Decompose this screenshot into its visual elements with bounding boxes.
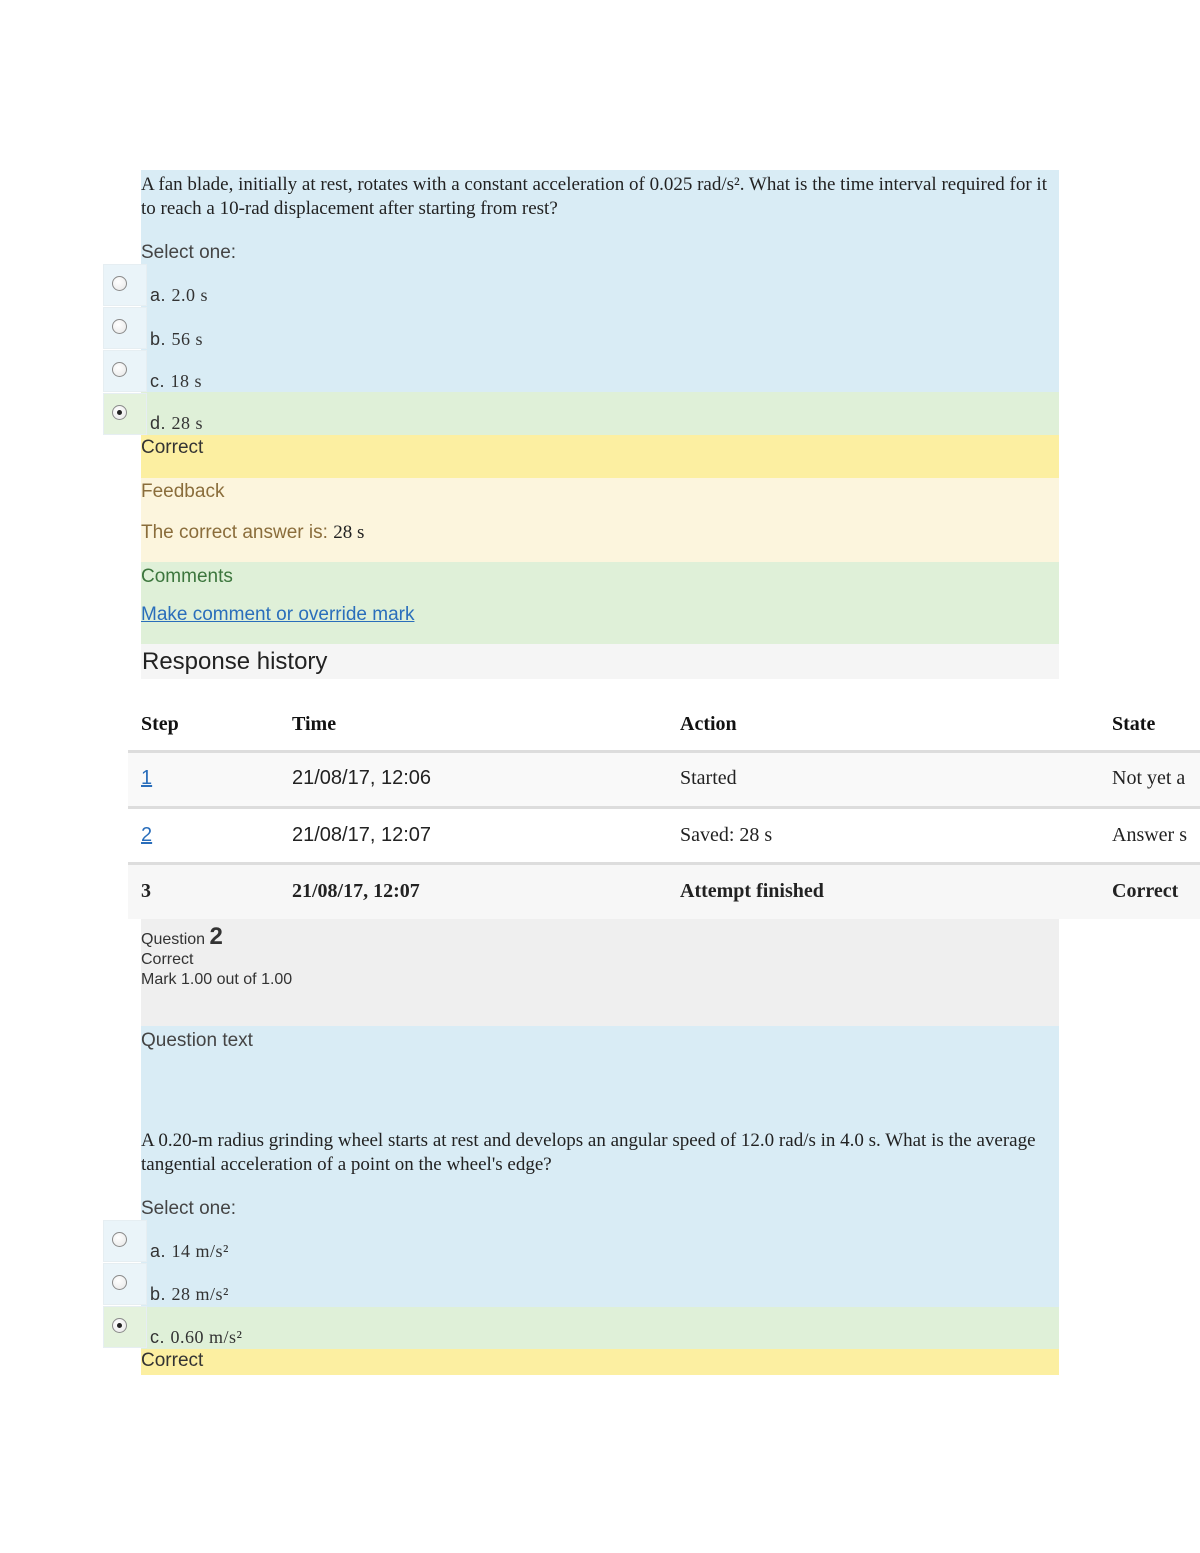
- option-letter: a.: [150, 1241, 167, 1261]
- row-time: 21/08/17, 12:06: [292, 767, 432, 789]
- radio-button[interactable]: [112, 362, 127, 377]
- option-a-radio-box[interactable]: [103, 1220, 147, 1262]
- question1-state: Correct: [141, 437, 204, 458]
- correct-answer-value: 28 s: [333, 522, 365, 543]
- radio-button[interactable]: [112, 319, 127, 334]
- question2-status: Correct: [141, 951, 194, 968]
- radio-button-selected[interactable]: [112, 1318, 127, 1333]
- option-c-label[interactable]: [150, 371, 202, 392]
- row-time: 21/08/17, 12:07: [292, 824, 432, 846]
- select-one-label: Select one:: [141, 1198, 237, 1219]
- option-letter: c.: [150, 1327, 166, 1347]
- question2-state-banner: [141, 1349, 1059, 1375]
- step-link[interactable]: 1: [141, 767, 153, 789]
- option-b-label[interactable]: [150, 329, 203, 350]
- option-letter: b.: [150, 1284, 167, 1304]
- option-d-label[interactable]: [150, 413, 203, 434]
- row-action: Started: [680, 767, 737, 789]
- row-action: Attempt finished: [680, 880, 824, 902]
- question2-selected-option-bg: [141, 1307, 1059, 1349]
- option-b-radio-box[interactable]: [103, 1263, 147, 1305]
- question1-text: A fan blade, initially at rest, rotates with a constant acceleration of 0.025 rad/s². What is the time interval required for it to reach a 10-rad displacement after starting from rest?: [141, 174, 1047, 219]
- option-b-label[interactable]: [150, 1284, 229, 1305]
- correct-answer-label: The correct answer is:: [141, 522, 328, 543]
- table-row: [128, 809, 1200, 862]
- radio-button[interactable]: [112, 1232, 127, 1247]
- row-state: Not yet a: [1112, 767, 1186, 789]
- correct-answer: [141, 522, 364, 544]
- question2-state: Correct: [141, 1350, 204, 1371]
- option-value: 14 m/s²: [171, 1241, 229, 1261]
- option-value: 28 s: [171, 413, 204, 433]
- make-comment-link[interactable]: Make comment or override mark: [141, 604, 415, 625]
- option-value: 56 s: [171, 329, 204, 349]
- radio-dot-icon: [117, 1323, 122, 1328]
- option-c-radio-box[interactable]: [103, 1306, 147, 1348]
- option-d-radio-box[interactable]: [103, 393, 147, 435]
- option-value: 0.60 m/s²: [170, 1327, 243, 1347]
- radio-dot-icon: [117, 410, 122, 415]
- question1-selected-option-bg: [141, 392, 1059, 435]
- question1-state-banner: [141, 435, 1059, 478]
- question2-mark: Mark 1.00 out of 1.00: [141, 971, 293, 988]
- column-header-state: State: [1112, 713, 1156, 735]
- question-number: [141, 923, 223, 951]
- option-letter: d.: [150, 413, 167, 433]
- question-text-heading: Question text: [141, 1030, 253, 1051]
- option-letter: b.: [150, 329, 167, 349]
- radio-button[interactable]: [112, 1275, 127, 1290]
- column-header-time: Time: [292, 713, 337, 735]
- option-value: 28 m/s²: [171, 1284, 229, 1304]
- row-state: Answer s: [1112, 824, 1187, 846]
- column-header-step: Step: [141, 713, 179, 735]
- question2-text: A 0.20-m radius grinding wheel starts at rest and develops an angular speed of 12.0 rad/s in 4.0 s. What is the average tangential acceleration of a point on the wheel's edge?: [141, 1130, 1036, 1175]
- radio-button[interactable]: [112, 276, 127, 291]
- step-link[interactable]: 2: [141, 824, 153, 846]
- table-row-current: [128, 865, 1200, 919]
- response-history-title: Response history: [142, 648, 328, 675]
- row-state: Correct: [1112, 880, 1179, 902]
- select-one-label: Select one:: [141, 242, 237, 263]
- question-label: Question: [141, 931, 206, 948]
- option-letter: c.: [150, 371, 166, 391]
- feedback-heading: Feedback: [141, 481, 225, 502]
- option-letter: a.: [150, 285, 167, 305]
- option-value: 2.0 s: [171, 285, 209, 305]
- row-action: Saved: 28 s: [680, 824, 773, 846]
- option-a-label[interactable]: [150, 1241, 229, 1262]
- table-row: [128, 753, 1200, 806]
- option-a-label[interactable]: [150, 285, 208, 306]
- option-a-radio-box[interactable]: [103, 264, 147, 306]
- feedback-panel: [141, 478, 1059, 562]
- row-step: 3: [141, 880, 151, 902]
- option-b-radio-box[interactable]: [103, 307, 147, 349]
- option-value: 18 s: [170, 371, 203, 391]
- radio-button-selected[interactable]: [112, 405, 127, 420]
- option-c-radio-box[interactable]: [103, 350, 147, 392]
- comments-panel: [141, 562, 1059, 644]
- row-time: 21/08/17, 12:07: [292, 880, 420, 902]
- comments-heading: Comments: [141, 566, 233, 587]
- option-c-label[interactable]: [150, 1327, 242, 1348]
- column-header-action: Action: [680, 713, 737, 735]
- question-number-value: 2: [209, 923, 223, 950]
